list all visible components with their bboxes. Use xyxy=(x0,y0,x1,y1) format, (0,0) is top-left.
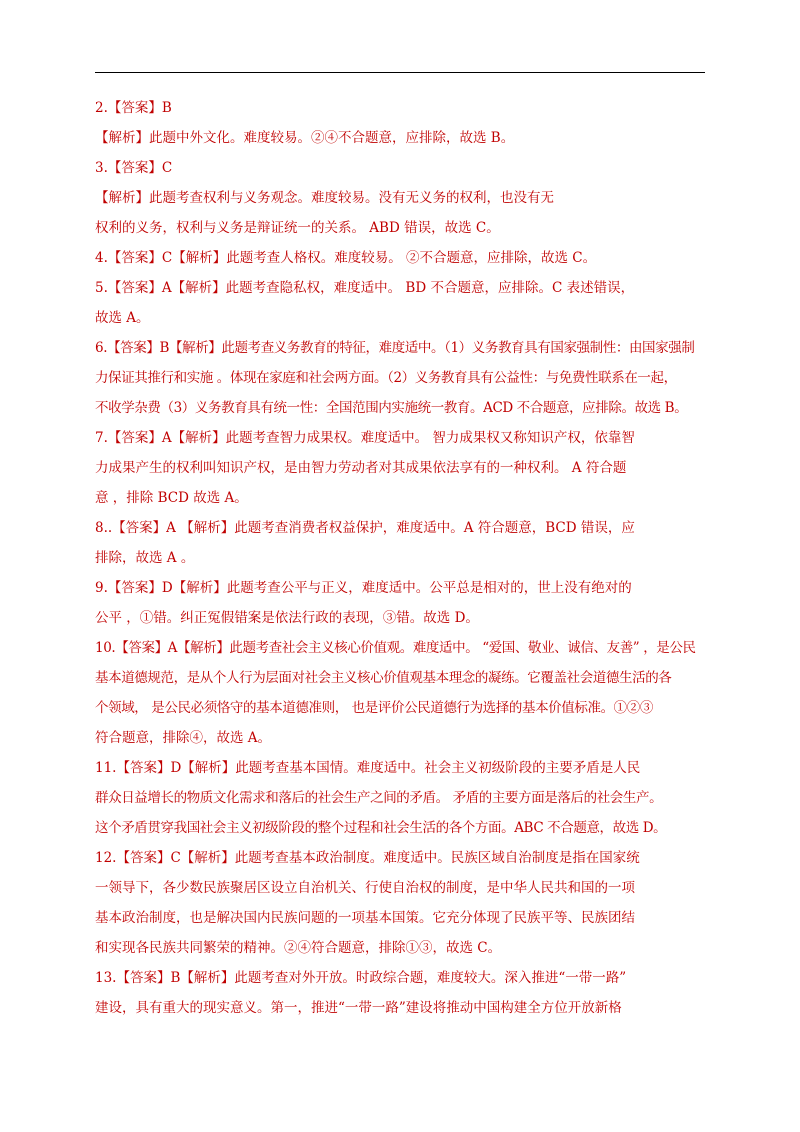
answer-line: 10.【答案】A【解析】此题考查社会主义核心价值观。难度适中。 “爱国、敬业、诚信、友善” ，是公民 xyxy=(95,640,696,656)
answer-line: 6.【答案】B【解析】此题考查义务教育的特征，难度适中。（1）义务教育具有国家强制性：由国家强制 xyxy=(95,340,695,356)
answer-line: 权利的义务，权利与义务是辩证统一的关系。 ABD 错误，故选 C。 xyxy=(95,220,500,236)
answer-line: 11.【答案】D【解析】此题考查基本国情。难度适中。社会主义初级阶段的主要矛盾是人民 xyxy=(95,760,641,776)
answer-line: 一领导下，各少数民族聚居区设立自治机关、行使自治权的制度，是中华人民共和国的一项 xyxy=(95,880,635,896)
answer-line: 力成果产生的权利叫知识产权，是由智力劳动者对其成果依法享有的一种权利。 A 符合题 xyxy=(95,460,627,476)
answer-line: 力保证其推行和实施 。体现在家庭和社会两方面。（2）义务教育具有公益性：与免费性联系在一起， xyxy=(95,370,677,386)
answer-line: 7.【答案】A【解析】此题考查智力成果权。难度适中。 智力成果权又称知识产权，依靠智 xyxy=(95,430,635,446)
answer-line: 9.【答案】D【解析】此题考查公平与正义，难度适中。公平总是相对的，世上没有绝对的 xyxy=(95,580,632,596)
answer-line: 意 ，排除 BCD 故选 A。 xyxy=(95,490,248,506)
answer-line: 这个矛盾贯穿我国社会主义初级阶段的整个过程和社会生活的各个方面。ABC 不合题意，故选 D。 xyxy=(95,820,667,836)
answer-line: 群众日益增长的物质文化需求和落后的社会生产之间的矛盾。 矛盾的主要方面是落后的社会生产。 xyxy=(95,790,663,806)
answer-line: 【解析】此题中外文化。难度较易。②④不合题意，应排除，故选 B。 xyxy=(95,130,515,146)
answer-line: 3.【答案】C xyxy=(95,160,173,176)
answer-line: 公平 ，①错。纠正冤假错案是依法行政的表现，③错。故选 D。 xyxy=(95,610,479,626)
answer-line: 建设，具有重大的现实意义。第一，推进“一带一路”建设将推动中国构建全方位开放新格 xyxy=(95,1000,622,1016)
answer-line: 故选 A。 xyxy=(95,310,150,326)
answer-line: 符合题意，排除④，故选 A。 xyxy=(95,730,272,746)
answer-line: 排除，故选 A 。 xyxy=(95,550,195,566)
header-rule xyxy=(95,72,705,73)
answer-line: 4.【答案】C【解析】此题考查人格权。难度较易。 ②不合题意，应排除，故选 C。 xyxy=(95,250,597,266)
answer-line: 12.【答案】C【解析】此题考查基本政治制度。难度适中。民族区域自治制度是指在国家统 xyxy=(95,850,640,866)
answer-line: 基本道德规范，是从个人行为层面对社会主义核心价值观基本理念的凝练。它覆盖社会道德生活的各 xyxy=(95,670,672,686)
answer-line: 13.【答案】B【解析】此题考查对外开放。时政综合题，难度较大。深入推进“一带一路” xyxy=(95,970,627,986)
answer-line: 5.【答案】A【解析】此题考查隐私权，难度适中。 BD 不合题意，应排除。C 表述错误， xyxy=(95,280,635,296)
answer-line: 个领域， 是公民必须恪守的基本道德准则， 也是评价公民道德行为选择的基本价值标准。①②③ xyxy=(95,700,653,716)
answer-line: 8..【答案】A 【解析】此题考查消费者权益保护，难度适中。A 符合题意，BCD 错误，应 xyxy=(95,520,635,536)
answer-key-body xyxy=(95,97,707,1027)
answer-line: 2.【答案】B xyxy=(95,100,172,116)
answer-line: 和实现各民族共同繁荣的精神。②④符合题意，排除①③，故选 C。 xyxy=(95,940,502,956)
answer-line: 不收学杂费（3）义务教育具有统一性：全国范围内实施统一教育。ACD 不合题意，应排除。故选 B。 xyxy=(95,400,688,416)
answer-line: 【解析】此题考查权利与义务观念。难度较易。没有无义务的权利，也没有无 xyxy=(95,190,554,206)
answer-line: 基本政治制度，也是解决国内民族问题的一项基本国策。它充分体现了民族平等、民族团结 xyxy=(95,910,635,926)
